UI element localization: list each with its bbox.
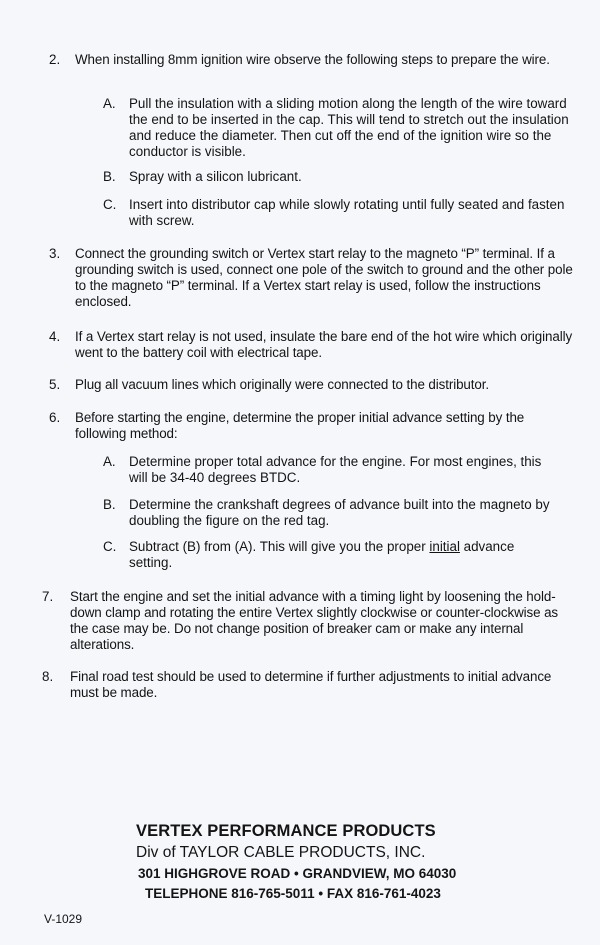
step-4-text: If a Vertex start relay is not used, insulate the bare end of the hot wire which originally went to the battery coil with electrical tape. bbox=[75, 329, 573, 360]
sub-text: Spray with a silicon lubricant. bbox=[129, 169, 302, 184]
step-8-text: Final road test should be used to determine if further adjustments to initial advance must be made. bbox=[70, 669, 552, 700]
step-2-number: 2. bbox=[49, 52, 61, 67]
step-5-number: 5. bbox=[49, 377, 61, 392]
sub-text: Pull the insulation with a sliding motion along the length of the wire toward the end to be inserted in the cap. This will tend to stretch out the insulation and reduce the diameter. Then cut off the end of the ignition wire so the conductor is visible. bbox=[129, 96, 569, 159]
sub-letter: C. bbox=[103, 539, 117, 554]
step-8-number: 8. bbox=[42, 669, 54, 684]
sub-text: Insert into distributor cap while slowly rotating until fully seated and fasten with screw. bbox=[129, 197, 565, 228]
sub-letter: B. bbox=[103, 497, 116, 512]
sub-letter: C. bbox=[103, 197, 117, 212]
step-3-number: 3. bbox=[49, 246, 61, 261]
step-7-number: 7. bbox=[42, 589, 54, 604]
step-4-number: 4. bbox=[49, 329, 61, 344]
sub-text-underlined: initial bbox=[429, 539, 460, 554]
sub-letter: A. bbox=[103, 96, 116, 111]
step-6-text: Before starting the engine, determine the proper initial advance setting by the following method: bbox=[75, 410, 525, 441]
company-division: Div of TAYLOR CABLE PRODUCTS, INC. bbox=[136, 844, 426, 861]
step-2-text: When installing 8mm ignition wire observe the following steps to prepare the wire. bbox=[75, 52, 550, 67]
company-phones: TELEPHONE 816-765-5011 • FAX 816-761-4023 bbox=[145, 886, 441, 901]
sub-text: Determine the crankshaft degrees of advance built into the magneto by doubling the figure on the red tag. bbox=[129, 497, 550, 528]
step-6-sub-a bbox=[103, 454, 559, 486]
step-2-sub-a bbox=[103, 96, 577, 160]
company-name: VERTEX PERFORMANCE PRODUCTS bbox=[136, 822, 436, 840]
step-6-sub-b bbox=[103, 497, 577, 529]
step-2-sub-c bbox=[103, 197, 577, 229]
step-5-text: Plug all vacuum lines which originally were connected to the distributor. bbox=[75, 377, 489, 392]
company-address: 301 HIGHGROVE ROAD • GRANDVIEW, MO 64030 bbox=[138, 866, 457, 881]
sub-text-before: Subtract (B) from (A). This will give you the proper bbox=[129, 539, 430, 554]
sub-letter: B. bbox=[103, 169, 116, 184]
step-6-sub-c bbox=[103, 539, 559, 571]
sub-text: Determine proper total advance for the engine. For most engines, this will be 34-40 degrees BTDC. bbox=[129, 454, 542, 485]
sub-letter: A. bbox=[103, 454, 116, 469]
step-3-text: Connect the grounding switch or Vertex start relay to the magneto “P” terminal. If a grounding switch is used, connect one pole of the switch to ground and the other pole to the magneto “P” terminal. If a Vertex start relay is used, follow the instructions enclosed. bbox=[75, 246, 573, 309]
step-2-sub-b bbox=[103, 169, 577, 185]
step-6-number: 6. bbox=[49, 410, 61, 425]
document-code: V-1029 bbox=[44, 912, 83, 926]
sub-text-after: advance setting. bbox=[129, 539, 515, 570]
step-7-text: Start the engine and set the initial advance with a timing light by loosening the hold-down clamp and rotating the entire Vertex slightly clockwise or counter-clockwise as the case may be. Do not change position of breaker cam or make any internal alterations. bbox=[70, 589, 559, 652]
